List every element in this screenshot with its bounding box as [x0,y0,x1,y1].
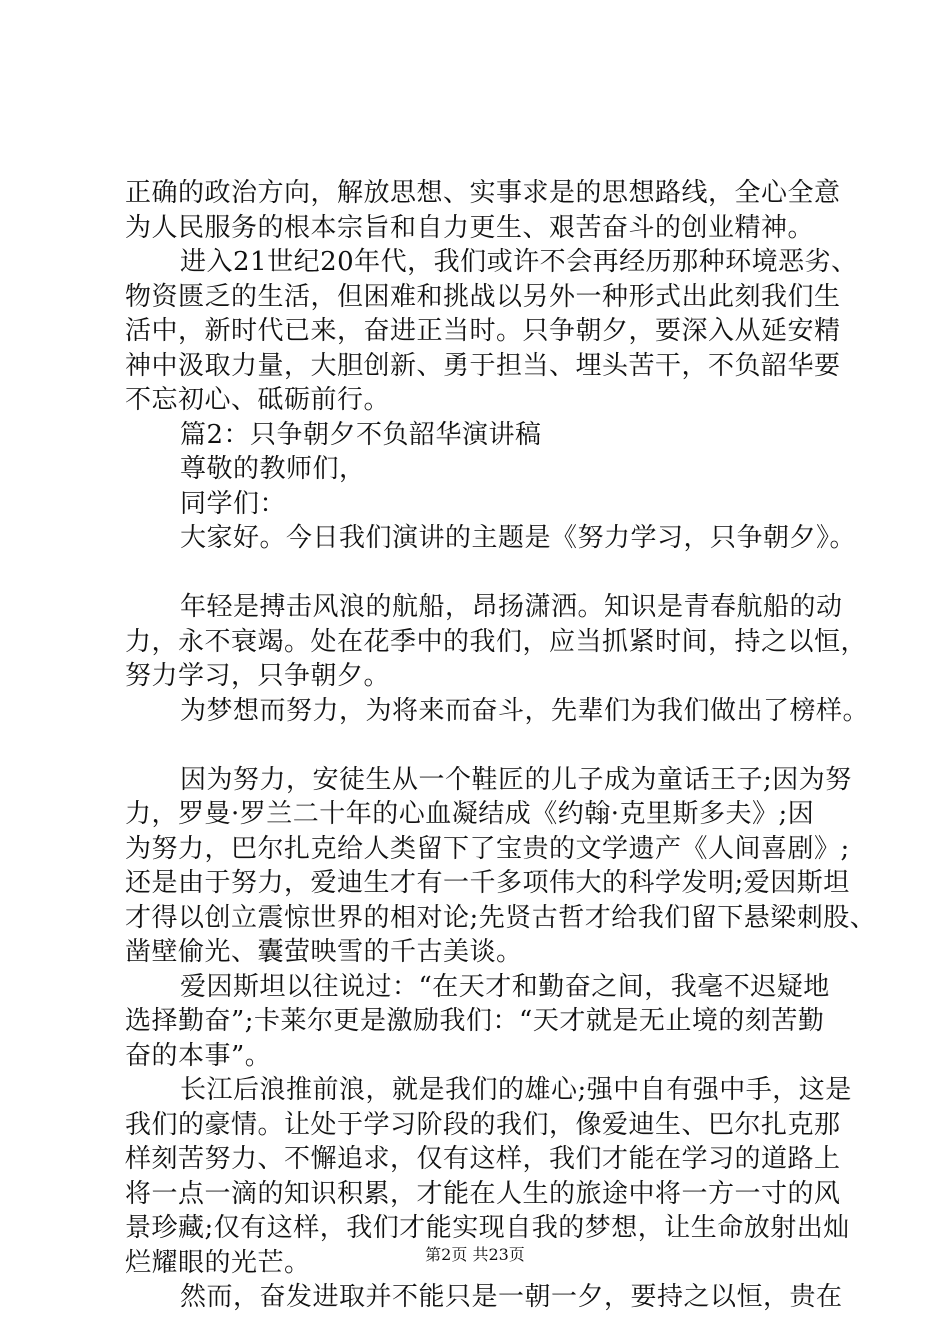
page-footer [0,1245,950,1265]
text-line: 凿壁偷光、囊萤映雪的千古美谈。 [125,937,523,967]
blank-line [125,556,845,591]
text-line: 样刻苦努力、不懈追求，仅有这样，我们才能在学习的道路上 [125,1144,841,1174]
text-line: 不忘初心、砥砺前行。 [125,385,391,415]
text-line: 神中汲取力量，大胆创新、勇于担当、埋头苦干，不负韶华要 [125,350,841,381]
text-line: 选择勤奋”;卡莱尔更是激励我们：“天才就是无止境的刻苦勤 [125,1006,825,1036]
page-number: 第2页 共23页 [425,1245,525,1264]
text-line: 烂耀眼的光芒。 [125,1247,311,1278]
text-line: 大家好。今日我们演讲的主题是《努力学习，只争朝夕》。 [180,523,857,553]
text-line: 力，罗曼·罗兰二十年的心血凝结成《约翰·克里斯多夫》;因 [125,799,815,829]
text-line: 进入21世纪20年代，我们或许不会再经历那种环境恶劣、 [180,247,858,277]
text-line: 还是由于努力，爱迪生才有一千多项伟大的科学发明;爱因斯坦 [125,868,850,898]
text-line: 将一点一滴的知识积累，才能在人生的旅途中将一方一寸的风 [125,1178,841,1209]
text-line: 景珍藏;仅有这样，我们才能实现自我的梦想，让生命放射出灿 [125,1213,850,1243]
text-line: 才得以创立震惊世界的相对论;先贤古哲才给我们留下悬梁刺股、 [125,902,877,933]
text-line: 爱因斯坦以往说过：“在天才和勤奋之间，我毫不迟疑地 [180,971,830,1002]
text-line: 同学们： [180,488,287,519]
text-line: 然而，奋发进取并不能只是一朝一夕，要持之以恒，贵在 [180,1282,843,1312]
text-line: 物资匮乏的生活，但困难和挑战以另外一种形式出此刻我们生 [125,281,841,312]
text-line: 力，永不衰竭。处在花季中的我们，应当抓紧时间，持之以恒， [125,626,868,657]
text-line: 长江后浪推前浪，就是我们的雄心;强中自有强中手，这是 [180,1075,852,1105]
text-line: 因为努力，安徒生从一个鞋匠的儿子成为童话王子;因为努 [180,764,852,795]
text-line: 尊敬的教师们， [180,454,366,484]
text-line: 我们的豪情。让处于学习阶段的我们，像爱迪生、巴尔扎克那 [125,1109,841,1140]
document-body [125,176,877,1315]
text-line: 为人民服务的根本宗旨和自力更生、艰苦奋斗的创业精神。 [125,212,815,243]
text-line: 年轻是搏击风浪的航船，昂扬潇洒。知识是青春航船的动 [180,592,843,622]
text-line: 正确的政治方向，解放思想、实事求是的思想路线，全心全意 [125,178,841,208]
text-line: 为努力，巴尔扎克给人类留下了宝贵的文学遗产《人间喜剧》; [125,833,850,864]
blank-line [125,728,845,763]
text-line: 努力学习，只争朝夕。 [125,661,391,691]
text-line: 为梦想而努力，为将来而奋斗，先辈们为我们做出了榜样。 [180,695,870,726]
text-line: 篇2：只争朝夕不负韶华演讲稿 [180,419,542,450]
text-line: 奋的本事”。 [125,1040,272,1071]
text-line: 活中，新时代已来，奋进正当时。只争朝夕，要深入从延安精 [125,316,841,346]
